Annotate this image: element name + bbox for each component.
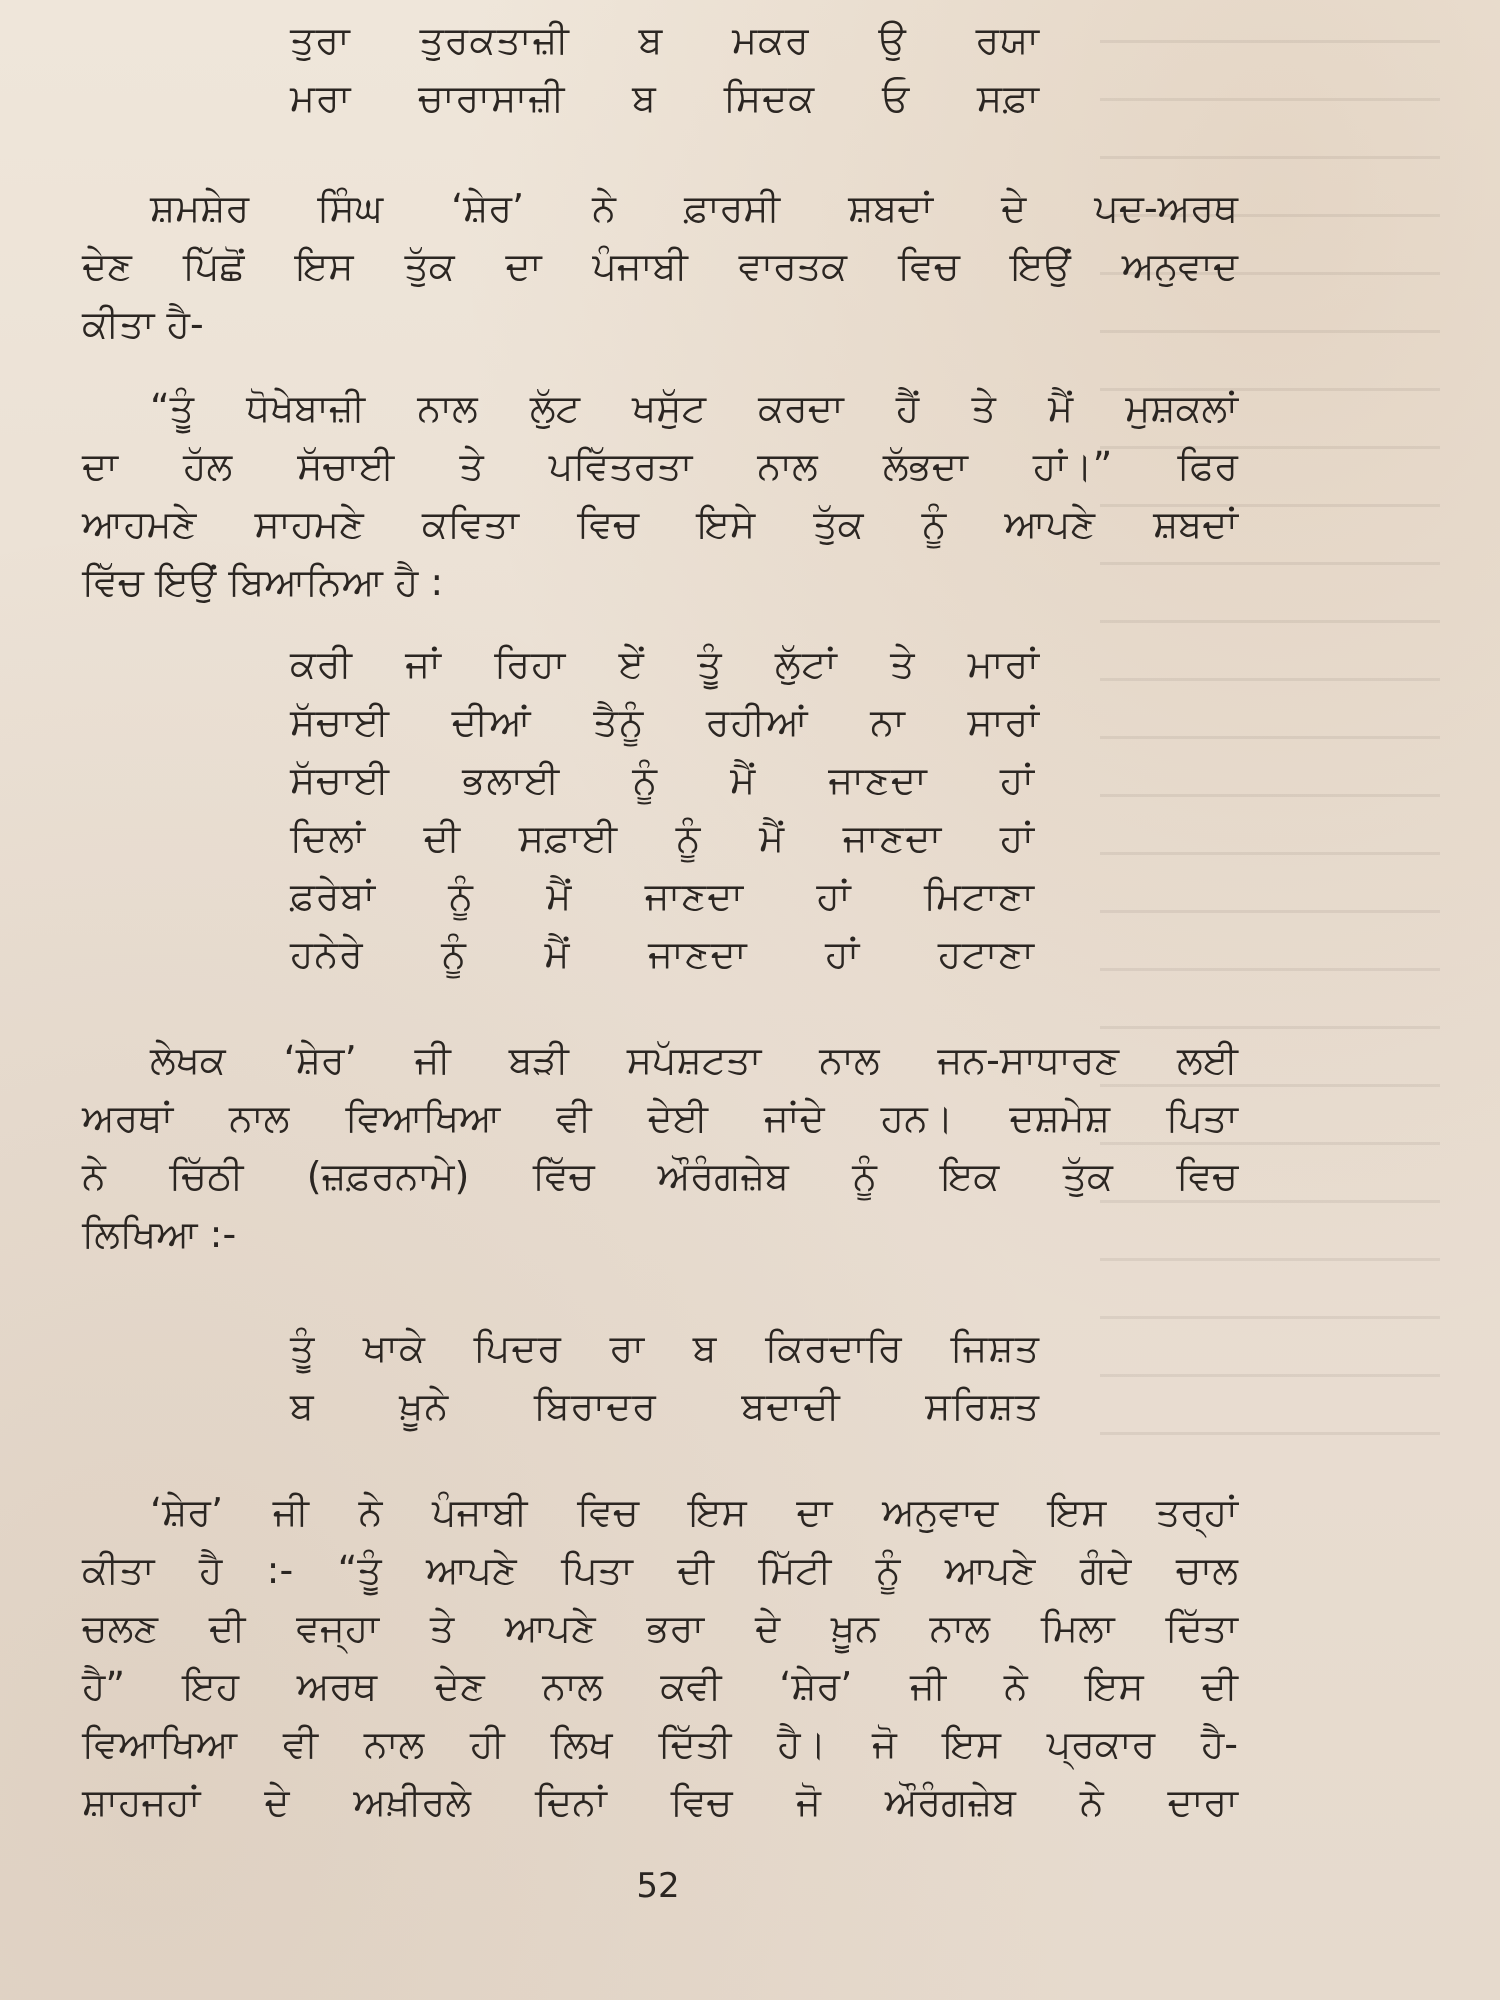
paragraph-line: ਚਲਣ ਦੀ ਵਜ੍ਹਾ ਤੇ ਆਪਣੇ ਭਰਾ ਦੇ ਖ਼ੂਨ ਨਾਲ ਮਿਲਾ ਦਿੱਤਾ (82, 1606, 1238, 1650)
paragraph-line: ਲੇਖਕ ‘ਸ਼ੇਰ’ ਜੀ ਬੜੀ ਸਪੱਸ਼ਟਤਾ ਨਾਲ ਜਨ-ਸਾਧਾਰਣ ਲਈ (150, 1038, 1238, 1082)
poem-2-line: ਦਿਲਾਂ ਦੀ ਸਫ਼ਾਈ ਨੂੰ ਮੈਂ ਜਾਣਦਾ ਹਾਂ (290, 816, 1035, 860)
poem-2-line: ਸੱਚਾਈ ਦੀਆਂ ਤੈਨੂੰ ਰਹੀਆਂ ਨਾ ਸਾਰਾਂ (290, 700, 1040, 744)
paragraph-line: ਨੇ ਚਿੱਠੀ (ਜ਼ਫ਼ਰਨਾਮੇ) ਵਿੱਚ ਔਰੰਗਜ਼ੇਬ ਨੂੰ ਇਕ ਤੁੱਕ ਵਿਚ (82, 1154, 1238, 1198)
poem-1-line: ਮਰਾ ਚਾਰਾਸਾਜ਼ੀ ਬ ਸਿਦਕ ਓ ਸਫ਼ਾ (290, 76, 1040, 120)
poem-3-line: ਤੂੰ ਖਾਕੇ ਪਿਦਰ ਰਾ ਬ ਕਿਰਦਾਰਿ ਜਿਸ਼ਤ (290, 1326, 1040, 1370)
paragraph-line: ਦੇਣ ਪਿੱਛੋਂ ਇਸ ਤੁੱਕ ਦਾ ਪੰਜਾਬੀ ਵਾਰਤਕ ਵਿਚ ਇਉਂ ਅਨੁਵਾਦ (82, 244, 1238, 288)
poem-2-line: ਕਰੀ ਜਾਂ ਰਿਹਾ ਏਂ ਤੂੰ ਲੁੱਟਾਂ ਤੇ ਮਾਰਾਂ (290, 642, 1040, 686)
paragraph-line: ਹੈ” ਇਹ ਅਰਥ ਦੇਣ ਨਾਲ ਕਵੀ ‘ਸ਼ੇਰ’ ਜੀ ਨੇ ਇਸ ਦੀ (82, 1664, 1238, 1708)
paragraph-line: ‘ਸ਼ੇਰ’ ਜੀ ਨੇ ਪੰਜਾਬੀ ਵਿਚ ਇਸ ਦਾ ਅਨੁਵਾਦ ਇਸ ਤਰ੍ਹਾਂ (150, 1490, 1238, 1534)
poem-2-line: ਸੱਚਾਈ ਭਲਾਈ ਨੂੰ ਮੈਂ ਜਾਣਦਾ ਹਾਂ (290, 758, 1035, 802)
paragraph-line: ਦਾ ਹੱਲ ਸੱਚਾਈ ਤੇ ਪਵਿੱਤਰਤਾ ਨਾਲ ਲੱਭਦਾ ਹਾਂ।” ਫਿਰ (82, 444, 1238, 488)
paragraph-line: ਕੀਤਾ ਹੈ- (82, 302, 204, 346)
paragraph-line: ਸ਼ਮਸ਼ੇਰ ਸਿੰਘ ‘ਸ਼ੇਰ’ ਨੇ ਫ਼ਾਰਸੀ ਸ਼ਬਦਾਂ ਦੇ ਪਦ-ਅਰਥ (150, 186, 1238, 230)
paragraph-line: “ਤੂੰ ਧੋਖੇਬਾਜ਼ੀ ਨਾਲ ਲੁੱਟ ਖਸੁੱਟ ਕਰਦਾ ਹੈਂ ਤੇ ਮੈਂ ਮੁਸ਼ਕਲਾਂ (150, 386, 1238, 430)
paragraph-line: ਅਰਥਾਂ ਨਾਲ ਵਿਆਖਿਆ ਵੀ ਦੇਈ ਜਾਂਦੇ ਹਨ। ਦਸ਼ਮੇਸ਼ ਪਿਤਾ (82, 1096, 1238, 1140)
paragraph-line: ਕੀਤਾ ਹੈ :- “ਤੂੰ ਆਪਣੇ ਪਿਤਾ ਦੀ ਮਿੱਟੀ ਨੂੰ ਆਪਣੇ ਗੰਦੇ ਚਾਲ (82, 1548, 1238, 1592)
paragraph-line: ਆਹਮਣੇ ਸਾਹਮਣੇ ਕਵਿਤਾ ਵਿਚ ਇਸੇ ਤੁੱਕ ਨੂੰ ਆਪਣੇ ਸ਼ਬਦਾਂ (82, 502, 1238, 546)
paragraph-line: ਸ਼ਾਹਜਹਾਂ ਦੇ ਅਖ਼ੀਰਲੇ ਦਿਨਾਂ ਵਿਚ ਜੋ ਔਰੰਗਜ਼ੇਬ ਨੇ ਦਾਰਾ (82, 1780, 1238, 1824)
poem-2-line: ਹਨੇਰੇ ਨੂੰ ਮੈਂ ਜਾਣਦਾ ਹਾਂ ਹਟਾਣਾ (290, 932, 1035, 976)
paragraph-line: ਵਿਆਖਿਆ ਵੀ ਨਾਲ ਹੀ ਲਿਖ ਦਿੱਤੀ ਹੈ। ਜੋ ਇਸ ਪ੍ਰਕਾਰ ਹੈ- (82, 1722, 1238, 1766)
paragraph-line: ਵਿੱਚ ਇਉਂ ਬਿਆਨਿਆ ਹੈ : (82, 560, 444, 604)
paragraph-line: ਲਿਖਿਆ :- (82, 1212, 237, 1256)
page-number: 52 (636, 1866, 680, 1906)
poem-3-line: ਬ ਖ਼ੂਨੇ ਬਿਰਾਦਰ ਬਦਾਦੀ ਸਰਿਸ਼ਤ (290, 1384, 1040, 1428)
poem-1-line: ਤੁਰਾ ਤੁਰਕਤਾਜ਼ੀ ਬ ਮਕਰ ਉ ਰਯਾ (290, 18, 1040, 62)
poem-2-line: ਫ਼ਰੇਬਾਂ ਨੂੰ ਮੈਂ ਜਾਣਦਾ ਹਾਂ ਮਿਟਾਣਾ (290, 874, 1035, 918)
